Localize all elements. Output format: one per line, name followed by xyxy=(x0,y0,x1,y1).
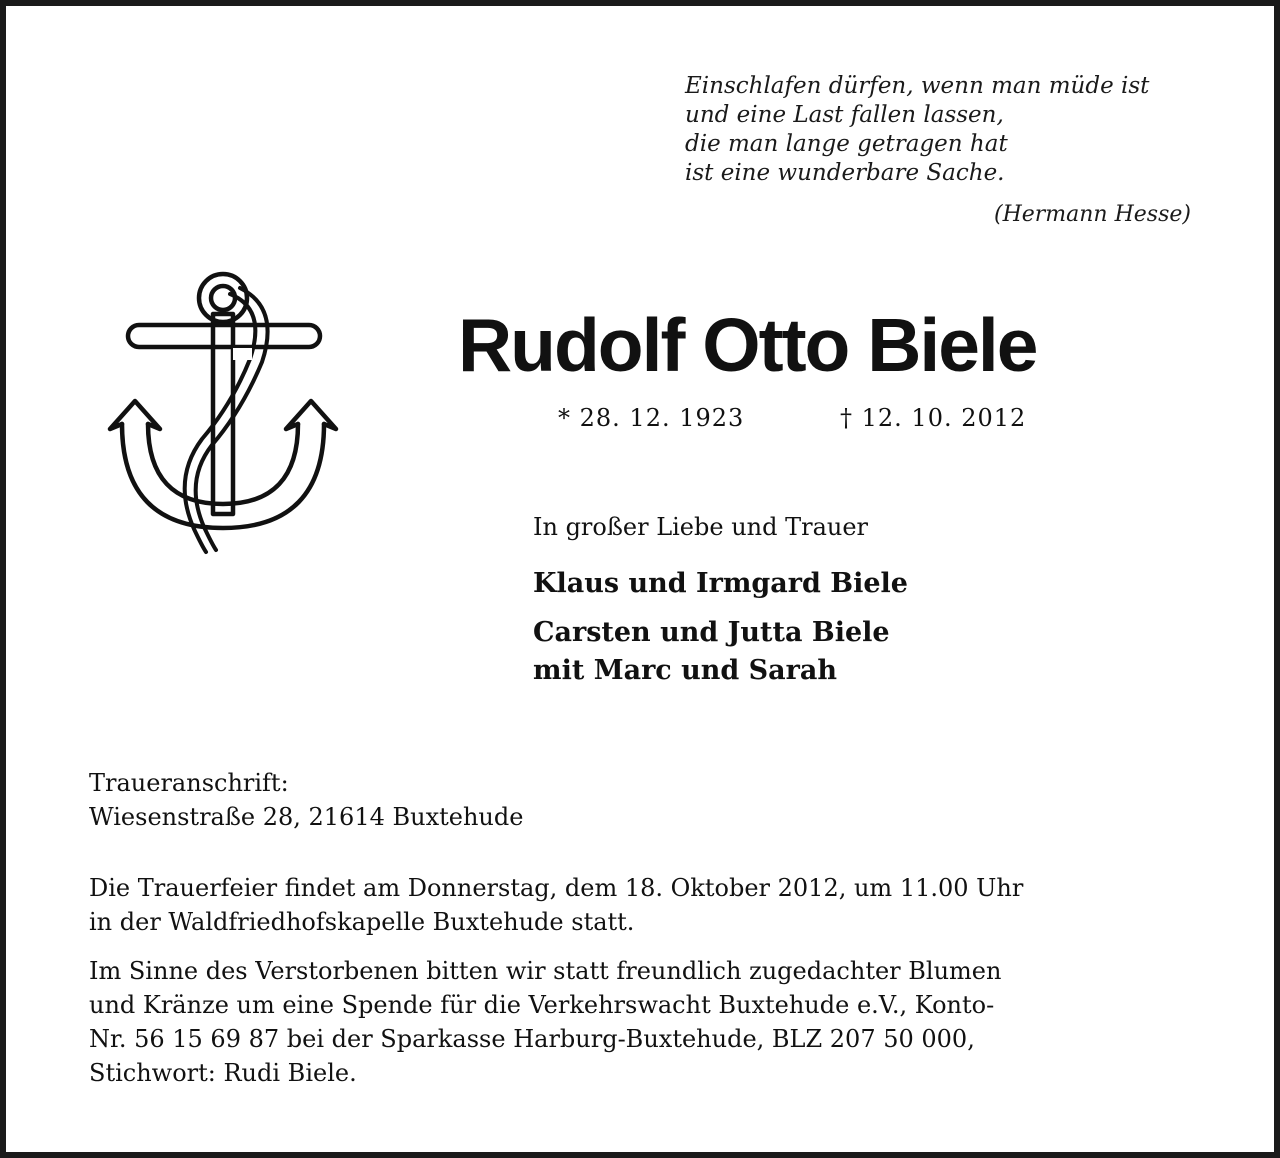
paragraph-line: Im Sinne des Verstorbenen bitten wir statt freundlich zugedachter Blumen xyxy=(89,957,1002,985)
mourner-line: mit Marc und Sarah xyxy=(533,655,838,686)
donation-paragraph xyxy=(89,954,1205,1090)
paragraph-line: Stichwort: Rudi Biele. xyxy=(89,1059,357,1087)
mourning-address xyxy=(89,766,523,834)
quote-line: Einschlafen dürfen, wenn man müde ist xyxy=(685,73,1150,99)
funeral-service-paragraph xyxy=(89,871,1205,939)
address-label: Traueranschrift: xyxy=(89,769,289,797)
quote-line: ist eine wunderbare Sache. xyxy=(685,160,1005,186)
deceased-name: Rudolf Otto Biele xyxy=(458,303,1037,387)
mourning-intro: In großer Liebe und Trauer xyxy=(533,513,869,541)
mourner-line: Carsten und Jutta Biele xyxy=(533,617,890,648)
quote-line: und eine Last fallen lassen, xyxy=(685,102,1004,128)
death-date: † 12. 10. 2012 xyxy=(840,404,1027,432)
quote-author: (Hermann Hesse) xyxy=(993,202,1191,227)
mourner-line: Klaus und Irmgard Biele xyxy=(533,568,908,599)
birth-date: * 28. 12. 1923 xyxy=(558,404,745,432)
paragraph-line: in der Waldfriedhofskapelle Buxtehude statt. xyxy=(89,908,635,936)
epigraph-quote xyxy=(685,72,1205,188)
paragraph-line: Nr. 56 15 69 87 bei der Sparkasse Harburg-Buxtehude, BLZ 207 50 000, xyxy=(89,1025,975,1053)
address-value: Wiesenstraße 28, 21614 Buxtehude xyxy=(89,803,524,831)
quote-line: die man lange getragen hat xyxy=(685,131,1008,157)
paragraph-line: Die Trauerfeier findet am Donnerstag, dem 18. Oktober 2012, um 11.00 Uhr xyxy=(89,874,1024,902)
anchor-icon xyxy=(102,264,346,564)
paragraph-line: und Kränze um eine Spende für die Verkehrswacht Buxtehude e.V., Konto- xyxy=(89,991,995,1019)
